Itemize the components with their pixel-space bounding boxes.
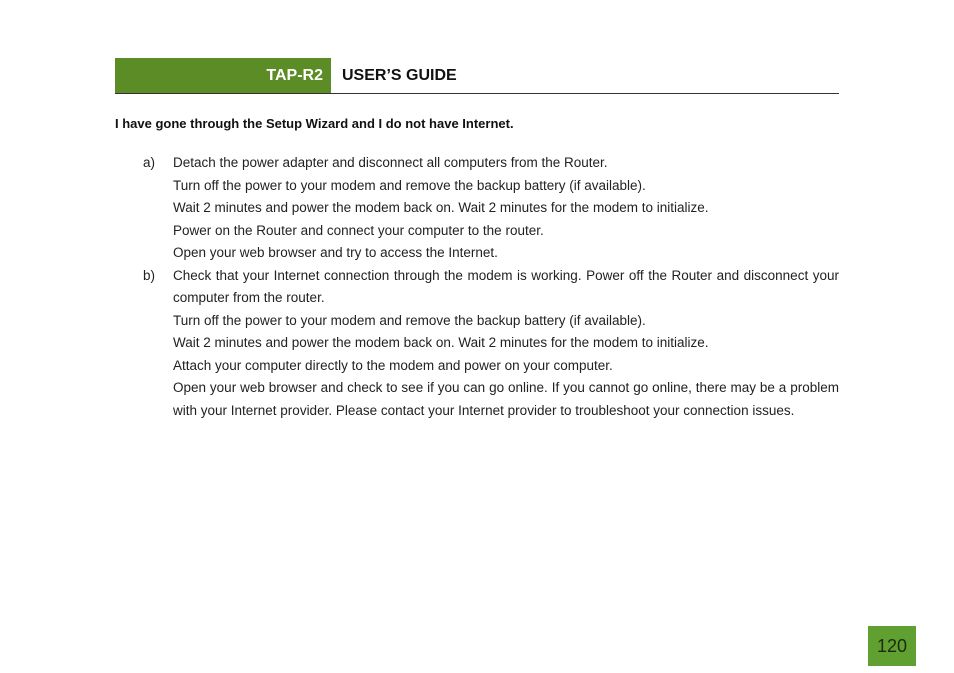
step-line: Open your web browser and check to see if you can go online. If you cannot go online, there may be a problem with your Internet provider. Please contact your Internet provider to troubleshoot your connection issues. — [173, 380, 839, 418]
step-line: Turn off the power to your modem and remove the backup battery (if available). — [173, 312, 646, 328]
step-line: Attach your computer directly to the modem and power on your computer. — [173, 357, 613, 373]
step-line: Open your web browser and try to access the Internet. — [173, 245, 498, 260]
product-label: TAP-R2 — [115, 58, 331, 93]
step-line: Wait 2 minutes and power the modem back on. Wait 2 minutes for the modem to initialize. — [173, 200, 709, 215]
list-item — [115, 265, 839, 423]
page-number: 120 — [868, 626, 916, 666]
step-line: Wait 2 minutes and power the modem back on. Wait 2 minutes for the modem to initialize. — [173, 335, 709, 350]
page-header — [115, 58, 839, 94]
step-line: Turn off the power to your modem and remove the backup battery (if available). — [173, 177, 646, 193]
step-line: Check that your Internet connection through the modem is working. Power off the Router and disconnect your computer from the router. — [173, 267, 839, 305]
list-item — [115, 152, 839, 265]
section-heading: I have gone through the Setup Wizard and I do not have Internet. — [115, 116, 514, 131]
step-line: Detach the power adapter and disconnect all computers from the Router. — [173, 155, 608, 170]
step-line: Power on the Router and connect your computer to the router. — [173, 222, 544, 238]
guide-title: USER’S GUIDE — [342, 67, 457, 84]
list-marker: a) — [143, 155, 156, 170]
troubleshooting-steps — [115, 152, 839, 422]
list-marker: b) — [143, 267, 156, 283]
